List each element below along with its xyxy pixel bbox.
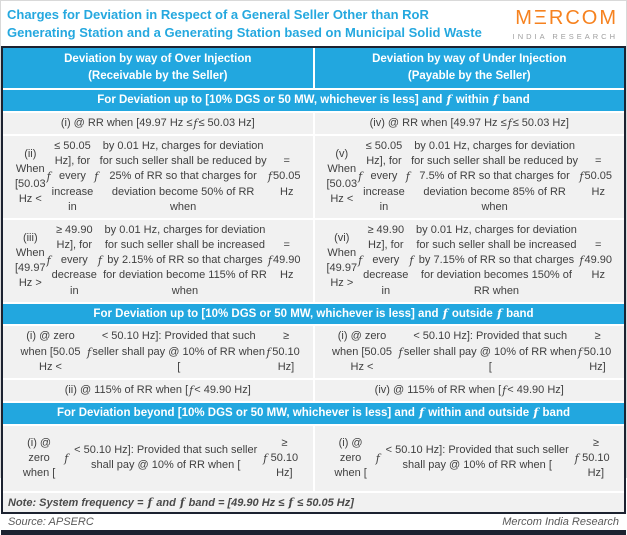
section-header: For Deviation beyond [10% DGS or 50 MW, whichever is less] and f within and outside f band <box>3 403 624 424</box>
column-header-line: Deviation by way of Under Injection <box>372 52 567 65</box>
column-header-over-injection <box>3 48 313 89</box>
table-cell-right: (vi) When [49.97 Hz > f ≥ 49.90 Hz], for every decrease in f by 0.01 Hz, charges for deviation for such seller shall be increased by 7.15% of RR so that charges for deviation becomes 150% of RR when f = 49.90 Hz <box>315 220 625 302</box>
table-row <box>3 426 624 492</box>
table-cell-right: (iv) @ RR when [49.97 Hz ≤ f ≤ 50.03 Hz] <box>315 113 625 134</box>
section-header: For Deviation up to [10% DGS or 50 MW, whichever is less] and f within f band <box>3 90 624 111</box>
table-cell-right: (v) When [50.03 Hz < f ≤ 50.05 Hz], for every increase in f by 0.01 Hz, charges for deviation for such seller shall be reduced by 7.5% of RR so that charges for deviation become 85% of RR when f = 50.05 Hz <box>315 136 625 218</box>
mercom-logo-text: MΞRCOM <box>515 7 618 29</box>
header <box>1 1 626 46</box>
table-cell-right: (i) @ zero when [50.05 Hz < f < 50.10 Hz]: Provided that such seller shall pay @ 10% of RR when [ f ≥ 50.10 Hz] <box>315 326 625 378</box>
table-row <box>3 220 624 302</box>
column-header-row <box>3 48 624 89</box>
brand-bottom-bar <box>1 530 626 535</box>
table-cell-left: (i) @ RR when [49.97 Hz ≤ f ≤ 50.03 Hz] <box>3 113 313 134</box>
table-cell-left: (ii) @ 115% of RR when [ f < 49.90 Hz] <box>3 380 313 401</box>
table-cell-left: (ii) When [50.03 Hz < f ≤ 50.05 Hz], for every increase in f by 0.01 Hz, charges for deviation for such seller shall be reduced by 25% of RR so that charges for deviation become 50% of RR when f = 50.05 Hz <box>3 136 313 218</box>
table-cell-left: (i) @ zero when [ f < 50.10 Hz]: Provided that such seller shall pay @ 10% of RR when [ f ≥ 50.10 Hz] <box>3 426 313 492</box>
credit-label: Mercom India Research <box>502 516 619 529</box>
table-row <box>3 113 624 134</box>
table-row <box>3 326 624 378</box>
deviation-charges-table <box>1 46 626 514</box>
table-cell-right: (i) @ zero when [ f < 50.10 Hz]: Provided that such seller shall pay @ 10% of RR when [ f ≥ 50.10 Hz] <box>315 426 625 492</box>
source-label: Source: APSERC <box>8 516 94 529</box>
column-header-line: (Receivable by the Seller) <box>88 70 228 83</box>
mercom-logo <box>513 6 618 41</box>
column-header-line: (Payable by the Seller) <box>407 70 531 83</box>
table-row <box>3 380 624 401</box>
table-cell-right: (iv) @ 115% of RR when [ f < 49.90 Hz] <box>315 380 625 401</box>
column-header-under-injection <box>315 48 625 89</box>
column-header-line: Deviation by way of Over Injection <box>64 52 252 65</box>
page-title: Charges for Deviation in Respect of a General Seller Other than RoR Generating Station and a Generating Station based on Municipal Solid Waste <box>7 7 482 41</box>
mercom-logo-subtitle: INDIA RESEARCH <box>512 32 618 41</box>
table-cell-left: (iii) When [49.97 Hz > f ≥ 49.90 Hz], for every decrease in f by 0.01 Hz, charges for deviation for such seller shall be increased by 2.15% of RR so that charges for deviation become 115% of RR when f = 49.90 Hz <box>3 220 313 302</box>
table-cell-left: (i) @ zero when [50.05 Hz < f < 50.10 Hz]: Provided that such seller shall pay @ 10% of RR when [ f ≥ 50.10 Hz] <box>3 326 313 378</box>
table-row <box>3 136 624 218</box>
table-note: Note: System frequency = f and f band = [49.90 Hz ≤ f ≤ 50.05 Hz] <box>3 493 624 512</box>
footer <box>1 514 626 530</box>
section-header: For Deviation up to [10% DGS or 50 MW, whichever is less] and f outside f band <box>3 304 624 325</box>
